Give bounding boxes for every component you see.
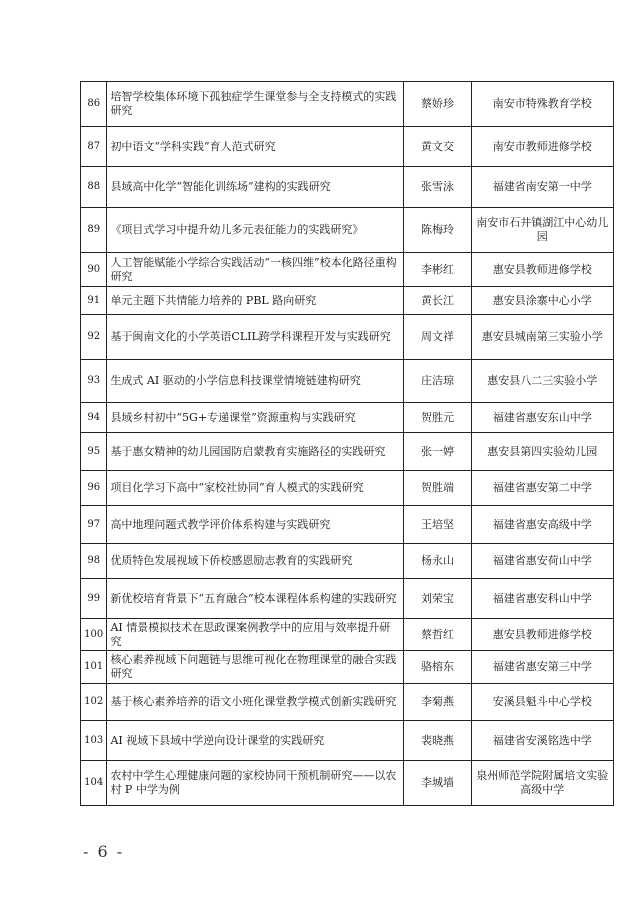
row-number: 100 [81, 619, 107, 651]
table-row [81, 721, 614, 761]
project-title: AI 视域下县域中学逆向设计课堂的实践研究 [107, 721, 404, 761]
project-title: 基于核心素养培养的语文小班化课堂教学模式创新实践研究 [107, 684, 404, 721]
project-title: 基于闽南文化的小学英语CLIL跨学科课程开发与实践研究 [107, 315, 404, 360]
project-title: 培智学校集体环境下孤独症学生课堂参与全支持模式的实践研究 [107, 82, 404, 127]
author-name: 刘荣宝 [404, 579, 471, 619]
author-name: 李城墙 [404, 761, 471, 806]
row-number: 99 [81, 579, 107, 619]
project-title: 项目化学习下高中“家校社协同”育人模式的实践研究 [107, 471, 404, 506]
project-title: 县域乡村初中“5G+专递课堂”资源重构与实践研究 [107, 403, 404, 433]
school-name: 惠安县教师进修学校 [471, 253, 613, 287]
row-number: 88 [81, 167, 107, 208]
school-name: 惠安县城南第三实验小学 [471, 315, 613, 360]
author-name: 黄长江 [404, 287, 471, 315]
row-number: 103 [81, 721, 107, 761]
table-row [81, 579, 614, 619]
school-name: 南安市教师进修学校 [471, 127, 613, 167]
school-name: 福建省惠安第二中学 [471, 471, 613, 506]
project-title: 县域高中化学“智能化训练场”建构的实践研究 [107, 167, 404, 208]
table-row [81, 253, 614, 287]
author-name: 蔡娇珍 [404, 82, 471, 127]
table-row [81, 506, 614, 544]
table-row [81, 360, 614, 403]
project-title: 《项目式学习中提升幼儿多元表征能力的实践研究》 [107, 208, 404, 253]
row-number: 101 [81, 651, 107, 684]
row-number: 95 [81, 433, 107, 471]
school-name: 南安市石井镇湖江中心幼儿园 [471, 208, 613, 253]
school-name: 福建省惠安荷山中学 [471, 544, 613, 579]
project-title: 核心素养视域下问题链与思维可视化在物理课堂的融合实践研究 [107, 651, 404, 684]
table-row [81, 619, 614, 651]
row-number: 87 [81, 127, 107, 167]
author-name: 张一婷 [404, 433, 471, 471]
table-row [81, 544, 614, 579]
row-number: 93 [81, 360, 107, 403]
row-number: 91 [81, 287, 107, 315]
project-title: 单元主题下共情能力培养的 PBL 路向研究 [107, 287, 404, 315]
school-name: 福建省惠安第三中学 [471, 651, 613, 684]
row-number: 96 [81, 471, 107, 506]
row-number: 94 [81, 403, 107, 433]
table-row [81, 315, 614, 360]
author-name: 贺胜端 [404, 471, 471, 506]
table-row [81, 684, 614, 721]
row-number: 98 [81, 544, 107, 579]
row-number: 90 [81, 253, 107, 287]
project-title: 农村中学生心理健康问题的家校协同干预机制研究——以农村 P 中学为例 [107, 761, 404, 806]
table-row [81, 127, 614, 167]
project-title: 基于惠女精神的幼儿园国防启蒙教育实施路径的实践研究 [107, 433, 404, 471]
project-title: 生成式 AI 驱动的小学信息科技课堂情境链建构研究 [107, 360, 404, 403]
school-name: 惠安县教师进修学校 [471, 619, 613, 651]
school-name: 惠安县第四实验幼儿园 [471, 433, 613, 471]
school-name: 福建省安溪铭选中学 [471, 721, 613, 761]
school-name: 惠安县涂寨中心小学 [471, 287, 613, 315]
author-name: 贺胜元 [404, 403, 471, 433]
project-title: 新优校培育背景下“五育融合”校本课程体系构建的实践研究 [107, 579, 404, 619]
row-number: 102 [81, 684, 107, 721]
table-row [81, 287, 614, 315]
school-name: 福建省惠安科山中学 [471, 579, 613, 619]
author-name: 杨永山 [404, 544, 471, 579]
school-name: 安溪县魁斗中心学校 [471, 684, 613, 721]
school-name: 南安市特殊教育学校 [471, 82, 613, 127]
school-name: 福建省惠安高级中学 [471, 506, 613, 544]
school-name: 福建省惠安东山中学 [471, 403, 613, 433]
author-name: 李菊燕 [404, 684, 471, 721]
table-row [81, 167, 614, 208]
table-row [81, 651, 614, 684]
author-name: 庄洁琼 [404, 360, 471, 403]
row-number: 89 [81, 208, 107, 253]
author-name: 裴晓燕 [404, 721, 471, 761]
project-list-table [80, 81, 614, 806]
project-title: 人工智能赋能小学综合实践活动“一核四维”校本化路径重构研究 [107, 253, 404, 287]
school-name: 惠安县八二三实验小学 [471, 360, 613, 403]
row-number: 86 [81, 82, 107, 127]
author-name: 蔡哲红 [404, 619, 471, 651]
school-name: 泉州师范学院附属培文实验高级中学 [471, 761, 613, 806]
table-row [81, 208, 614, 253]
author-name: 陈梅玲 [404, 208, 471, 253]
row-number: 104 [81, 761, 107, 806]
table-row [81, 433, 614, 471]
project-title: 优质特色发展视域下侨校感恩励志教育的实践研究 [107, 544, 404, 579]
author-name: 骆榕东 [404, 651, 471, 684]
author-name: 李彬红 [404, 253, 471, 287]
page-number: - 6 - [83, 842, 125, 861]
table-row [81, 82, 614, 127]
table-row [81, 471, 614, 506]
project-title: AI 情景模拟技术在思政课案例教学中的应用与效率提升研究 [107, 619, 404, 651]
row-number: 97 [81, 506, 107, 544]
row-number: 92 [81, 315, 107, 360]
table-row [81, 403, 614, 433]
project-title: 高中地理问题式教学评价体系构建与实践研究 [107, 506, 404, 544]
author-name: 黄文交 [404, 127, 471, 167]
author-name: 张雪泳 [404, 167, 471, 208]
author-name: 王培坚 [404, 506, 471, 544]
table-row [81, 761, 614, 806]
school-name: 福建省南安第一中学 [471, 167, 613, 208]
author-name: 周文祥 [404, 315, 471, 360]
project-title: 初中语文“学科实践”育人范式研究 [107, 127, 404, 167]
